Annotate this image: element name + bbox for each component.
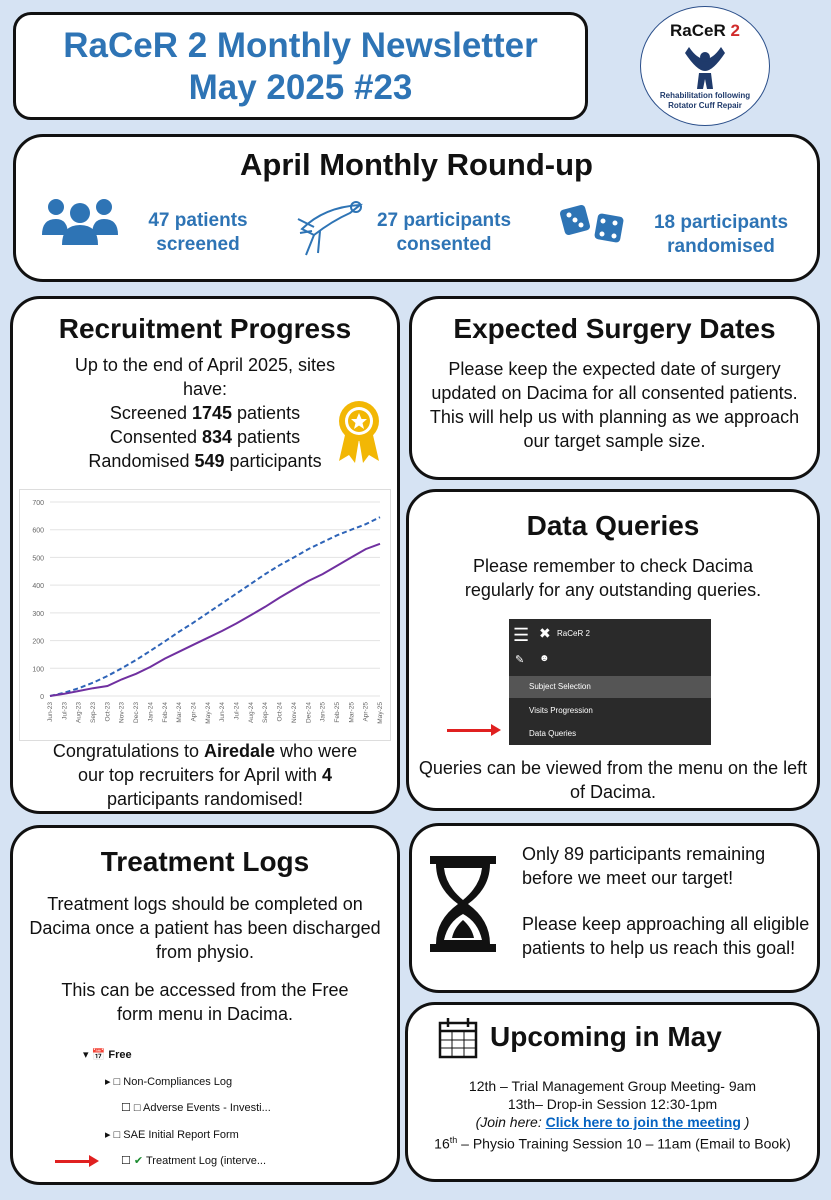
y-tick-label: 400 [32,583,44,591]
x-tick-label: Feb-24 [161,702,169,723]
x-tick-label: Aug-24 [247,702,255,723]
x-tick-label: Nov-24 [290,702,298,723]
newsletter-title: RaCeR 2 Monthly Newsletter [63,26,538,65]
dacima-menu-screenshot [509,619,711,745]
upcoming-events [408,1077,817,1153]
red-arrow-icon [447,729,493,732]
x-tick-label: Oct-23 [104,702,112,722]
x-tick-label: Oct-24 [276,702,284,722]
data-queries-caption: Queries can be viewed from the menu on the left of Dacima. [418,758,808,802]
y-tick-label: 600 [32,527,44,535]
congrats-text: Congratulations to Airedale who were our top recruiters for April with 4 participants randomised! [52,741,358,809]
title-banner [13,12,588,120]
treatment-text-1: Treatment logs should be completed on Dacima once a patient has been discharged from physio. [29,894,381,962]
menu-data-queries[interactable]: Data Queries [529,729,577,738]
x-tick-label: Sep-23 [90,702,98,723]
x-tick-label: May-25 [377,702,384,724]
x-tick-label: Nov-23 [118,702,126,723]
x-tick-label: Aug-23 [75,702,83,723]
upcoming-title: Upcoming in May [490,1021,722,1052]
y-tick-label: 300 [32,610,44,618]
tree-item-sae-report[interactable]: ▸ □ SAE Initial Report Form [105,1129,239,1141]
remaining-text-1: Only 89 participants remaining before we meet our target! [522,844,766,888]
recruitment-progress-panel [10,296,400,814]
stat-randomised: 18 participants randomised [653,212,789,257]
users-icon[interactable]: ☻ [539,653,550,664]
y-tick-label: 700 [32,500,44,507]
recruitment-line-chart [20,490,390,740]
expected-surgery-panel [409,296,820,480]
treatment-title: Treatment Logs [100,846,310,877]
recruitment-chart [19,489,391,741]
data-queries-panel [406,489,820,811]
y-tick-label: 100 [32,666,44,674]
x-tick-label: Dec-23 [133,702,141,723]
monthly-roundup-panel [13,134,820,282]
edit-icon[interactable]: ✎ [515,654,525,666]
people-group-icon [42,195,118,245]
treatment-logs-panel [10,825,400,1185]
x-tick-label: Mar-25 [348,702,356,723]
treatment-text-2: This can be accessed from the Free form menu in Dacima. [61,980,349,1024]
data-queries-text: Please remember to check Dacima regularly for any outstanding queries. [464,556,762,600]
free-form-menu [83,1046,323,1176]
x-tick-label: Feb-25 [333,702,341,723]
tree-item-adverse-events[interactable]: ☐ □ Adverse Events - Investi... [121,1102,271,1114]
y-tick-label: 200 [32,638,44,646]
join-line: (Join here: Click here to join the meeting ) [475,1114,750,1130]
red-arrow-icon [55,1160,91,1163]
x-tick-label: Sep-24 [262,702,270,723]
tree-item-non-compliances[interactable]: ▸ □ Non-Compliances Log [105,1076,233,1088]
series-line-0 [50,517,380,696]
superhero-icon [294,199,370,259]
x-tick-label: Jan-24 [147,702,155,722]
menu-subject-selection[interactable]: Subject Selection [509,676,711,698]
x-tick-label: Apr-25 [362,702,370,722]
x-tick-label: Dec-24 [305,702,313,723]
dice-icon [558,201,628,245]
x-tick-label: May-24 [204,702,212,724]
hourglass-icon [430,856,496,952]
stat-screened: 47 patients screened [148,210,248,255]
stat-consented: 27 participants consented [376,210,512,255]
x-tick-label: Jun-23 [47,702,54,722]
event-tmg-meeting: 12th – Trial Management Group Meeting- 9am [468,1078,757,1094]
recruitment-summary: Up to the end of April 2025, sites have: Screened 1745 patients Consented 834 patients Randomised 549 participants [74,355,336,471]
menu-visits-progression[interactable]: Visits Progression [529,706,593,715]
logo-tagline: Rehabilitation following Rotator Cuff Repair [659,91,751,110]
newsletter-issue: May 2025 #23 [188,68,413,107]
roundup-title: April Monthly Round-up [240,147,593,182]
remaining-target-panel [409,823,820,993]
x-tick-label: Jun-24 [219,702,227,722]
event-physio-training: 16th – Physio Training Session 10 – 11am (Email to Book) [434,1135,791,1152]
upcoming-events-panel [405,1002,820,1182]
tree-root[interactable]: ▾ 📅 Free [83,1049,132,1061]
join-meeting-link[interactable]: Click here to join the meeting [545,1114,741,1130]
figure-icon [685,43,725,89]
award-ribbon-icon [335,399,383,465]
x-tick-label: Mar-24 [176,702,184,723]
x-tick-label: Apr-24 [190,702,198,722]
remaining-text-2: Please keep approaching all eligible patients to help us reach this goal! [522,914,810,958]
tree-item-treatment-log[interactable]: ☐ ✔ Treatment Log (interve... [121,1155,267,1167]
x-tick-label: Jul-23 [61,702,69,720]
y-tick-label: 500 [32,555,44,563]
expected-text: Please keep the expected date of surgery updated on Dacima for all consented patients. This will help us with planning as we approach our target sample size. [429,359,800,451]
calendar-icon [438,1017,478,1059]
logo-name: RaCeR 2 [670,21,740,40]
menu-brand: RaCeR 2 [557,629,590,638]
y-tick-label: 0 [40,694,44,701]
x-tick-label: Jan-25 [319,702,327,722]
racer-figure-icon: ✖ [539,625,551,641]
data-queries-title: Data Queries [526,510,700,541]
racer2-logo [640,6,770,126]
expected-title: Expected Surgery Dates [453,313,776,344]
recruitment-title: Recruitment Progress [58,313,352,344]
x-tick-label: Jul-24 [233,702,241,720]
event-drop-in: 13th– Drop-in Session 12:30-1pm [507,1096,718,1112]
series-line-1 [50,544,380,696]
hamburger-icon: ☰ [513,625,530,645]
